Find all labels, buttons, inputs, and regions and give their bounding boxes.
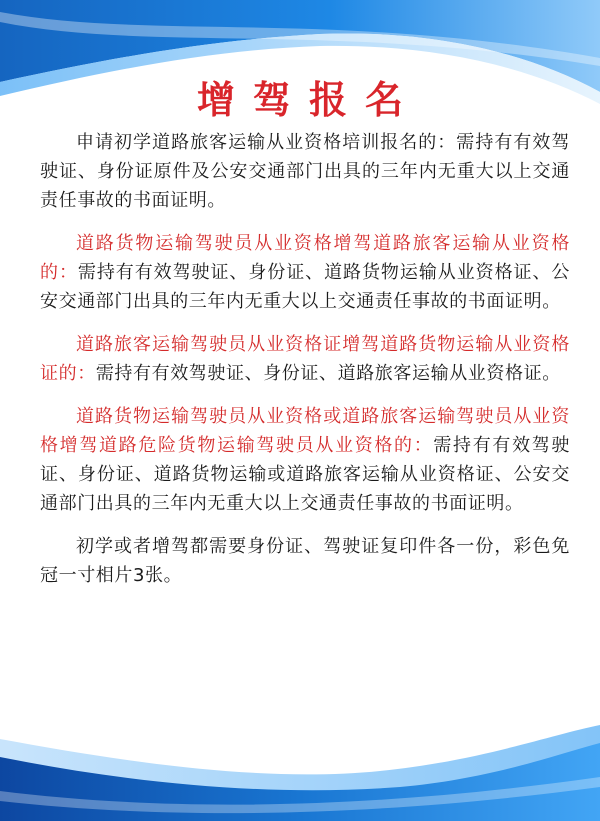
paragraph-body: 需持有有效驾驶证、身份证、道路货物运输从业资格证、公安交通部门出具的三年内无重大以上交通责任事故的书面证明。 bbox=[40, 262, 570, 312]
paragraph-body: 初学或者增驾都需要身份证、驾驶证复印件各一份，彩色免冠一寸相片3张。 bbox=[40, 536, 570, 586]
paragraph-to-hazardous bbox=[40, 402, 570, 518]
notice-content bbox=[40, 128, 570, 604]
paragraph-initial-passenger bbox=[40, 128, 570, 215]
paragraph-lead: 道路货物运输驾驶员从业资格增驾道路旅客运输从业资格的： bbox=[40, 233, 570, 283]
paragraph-freight-to-passenger bbox=[40, 229, 570, 316]
bottom-wave-decoration bbox=[0, 691, 600, 821]
paragraph-lead: 道路货物运输驾驶员从业资格或道路旅客运输驾驶员从业资格增驾道路危险货物运输驾驶员从业资格的： bbox=[40, 406, 570, 456]
paragraph-lead: 道路旅客运输驾驶员从业资格证增驾道路货物运输从业资格证的： bbox=[40, 334, 570, 384]
paragraph-body: 申请初学道路旅客运输从业资格培训报名的：需持有有效驾驶证、身份证原件及公安交通部门出具的三年内无重大以上交通责任事故的书面证明。 bbox=[40, 132, 570, 211]
paragraph-body: 需持有有效驾驶证、身份证、道路旅客运输从业资格证。 bbox=[95, 363, 561, 384]
paragraph-passenger-to-freight bbox=[40, 330, 570, 388]
paragraph-body: 需持有有效驾驶证、身份证、道路货物运输或道路旅客运输从业资格证、公安交通部门出具的三年内无重大以上交通责任事故的书面证明。 bbox=[40, 435, 571, 514]
paragraph-general-requirements bbox=[40, 532, 570, 590]
page-title: 增驾报名 bbox=[196, 78, 421, 122]
